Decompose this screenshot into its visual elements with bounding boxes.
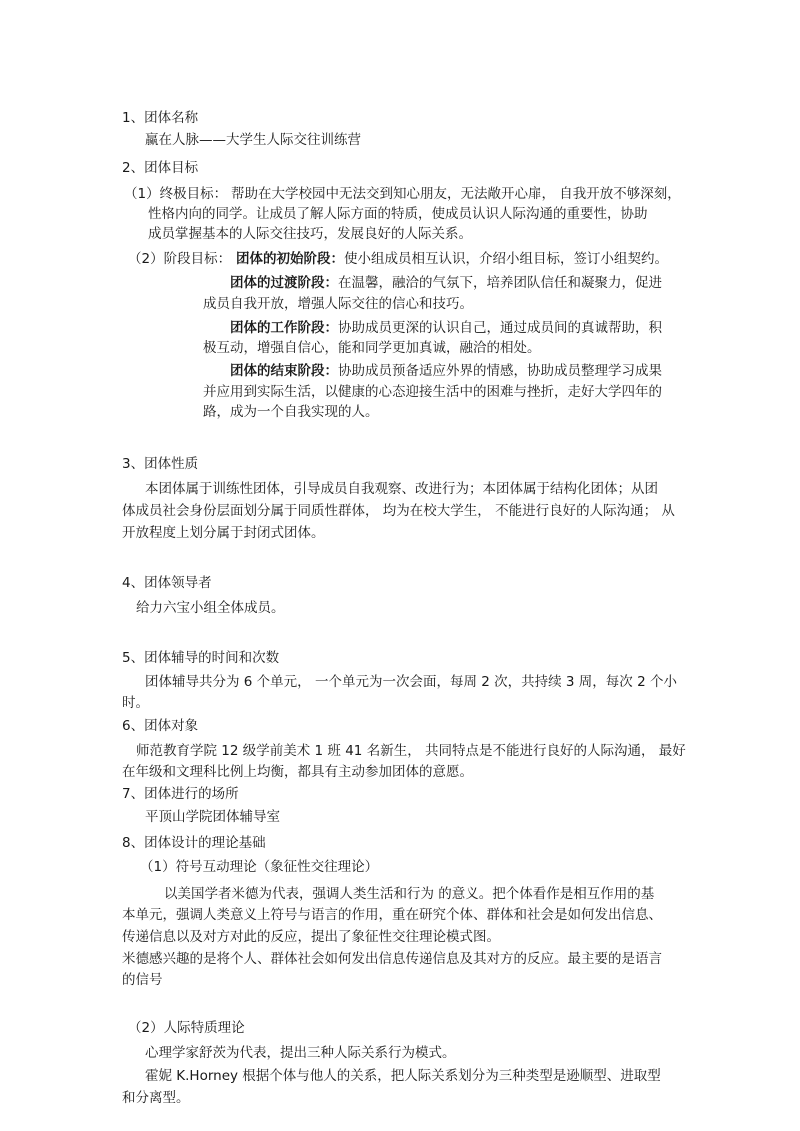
s2-heading: 2、团体目标 [122, 160, 199, 176]
theory1-line: 以美国学者米德为代表，强调人类生活和行为 的意义。把个体看作是相互作用的基 [164, 886, 655, 902]
stage-initial [236, 251, 668, 267]
theory1-line: 传递信息以及对方对此的反应，提出了象征性交往理论模式图。 [122, 929, 500, 945]
theory1-title: （1）符号互动理论（象征性交往理论） [140, 859, 379, 875]
stage-goal-label: （2）阶段目标： [128, 251, 232, 267]
stage-ending-text: 协助成员预备适应外界的情感，协助成员整理学习成果 [338, 363, 662, 379]
target-line: 在年级和文理科比例上均衡，都具有主动参加团体的意愿。 [122, 764, 473, 780]
theory2-line: 和分离型。 [122, 1090, 190, 1106]
ultimate-goal-line: 帮助在大学校园中无法交到知心朋友，无法敞开心扉， 自我开放不够深刻， [231, 186, 681, 202]
theory2-title: （2）人际特质理论 [128, 1020, 245, 1036]
s3-heading: 3、团体性质 [122, 456, 199, 472]
theory2-line: 心理学家舒茨为代表，提出三种人际关系行为模式。 [145, 1045, 456, 1061]
stage-initial-text: 使小组成员相互认识，介绍小组目标，签订小组契约。 [344, 251, 668, 267]
theory2-line: 霍妮 K.Horney 根据个体与他人的关系，把人际关系划分为三种类型是逊顺型、进取型 [145, 1068, 661, 1084]
stage-work-cont: 极互动，增强自信心，能和同学更加真诚，融洽的相处。 [203, 340, 541, 356]
target-line: 师范教育学院 12 级学前美术 1 班 41 名新生， 共同特点是不能进行良好的人际沟通， 最好 [136, 743, 686, 759]
stage-work [230, 320, 662, 336]
s8-heading: 8、团体设计的理论基础 [122, 835, 266, 851]
stage-initial-title: 团体的初始阶段： [236, 251, 344, 267]
stage-ending [230, 363, 662, 379]
stage-ending-cont: 路，成为一个自我实现的人。 [203, 404, 379, 420]
stage-transition [230, 275, 662, 291]
s5-heading: 5、团体辅导的时间和次数 [122, 650, 280, 666]
s3-line: 体成员社会身份层面划分属于同质性群体， 均为在校大学生， 不能进行良好的人际沟通； 从 [122, 503, 675, 519]
s3-line: 开放程度上划分属于封闭式团体。 [122, 525, 325, 541]
stage-work-text: 协助成员更深的认识自己，通过成员间的真诚帮助，积 [338, 320, 662, 336]
venue-text: 平顶山学院团体辅导室 [145, 809, 280, 825]
stage-transition-cont: 成员自我开放，增强人际交往的信心和技巧。 [203, 296, 473, 312]
theory1-extra: 米德感兴趣的是将个人、群体社会如何发出信息传递信息及其对方的反应。最主要的是语言 [122, 951, 662, 967]
s3-line: 本团体属于训练性团体，引导成员自我观察、改进行为；本团体属于结构化团体；从团 [145, 481, 658, 497]
group-name: 赢在人脉——大学生人际交往训练营 [145, 132, 361, 148]
theory1-line: 本单元，强调人类意义上符号与语言的作用，重在研究个体、群体和社会是如何发出信息、 [122, 907, 662, 923]
ultimate-goal-line: 性格内向的同学。让成员了解人际方面的特质，使成员认识人际沟通的重要性，协助 [148, 206, 648, 222]
s6-heading: 6、团体对象 [122, 718, 199, 734]
stage-ending-cont: 并应用到实际生活，以健康的心态迎接生活中的困难与挫折，走好大学四年的 [203, 384, 662, 400]
s7-heading: 7、团体进行的场所 [122, 786, 239, 802]
stage-transition-text: 在温馨，融洽的气氛下，培养团队信任和凝聚力，促进 [338, 275, 662, 291]
s1-heading: 1、团体名称 [122, 110, 199, 126]
ultimate-goal-line: 成员掌握基本的人际交往技巧，发展良好的人际关系。 [148, 226, 472, 242]
s4-heading: 4、团体领导者 [122, 575, 212, 591]
schedule-line: 团体辅导共分为 6 个单元， 一个单元为一次会面，每周 2 次，共持续 3 周，每次 2 个小 [145, 674, 677, 690]
stage-work-title: 团体的工作阶段： [230, 320, 338, 336]
stage-ending-title: 团体的结束阶段： [230, 363, 338, 379]
leader-text: 给力六宝小组全体成员。 [136, 600, 285, 616]
schedule-line: 时。 [122, 695, 149, 711]
stage-transition-title: 团体的过渡阶段： [230, 275, 338, 291]
ultimate-goal-label: （1）终极目标： [124, 186, 228, 202]
theory1-extra: 的信号 [122, 972, 163, 988]
